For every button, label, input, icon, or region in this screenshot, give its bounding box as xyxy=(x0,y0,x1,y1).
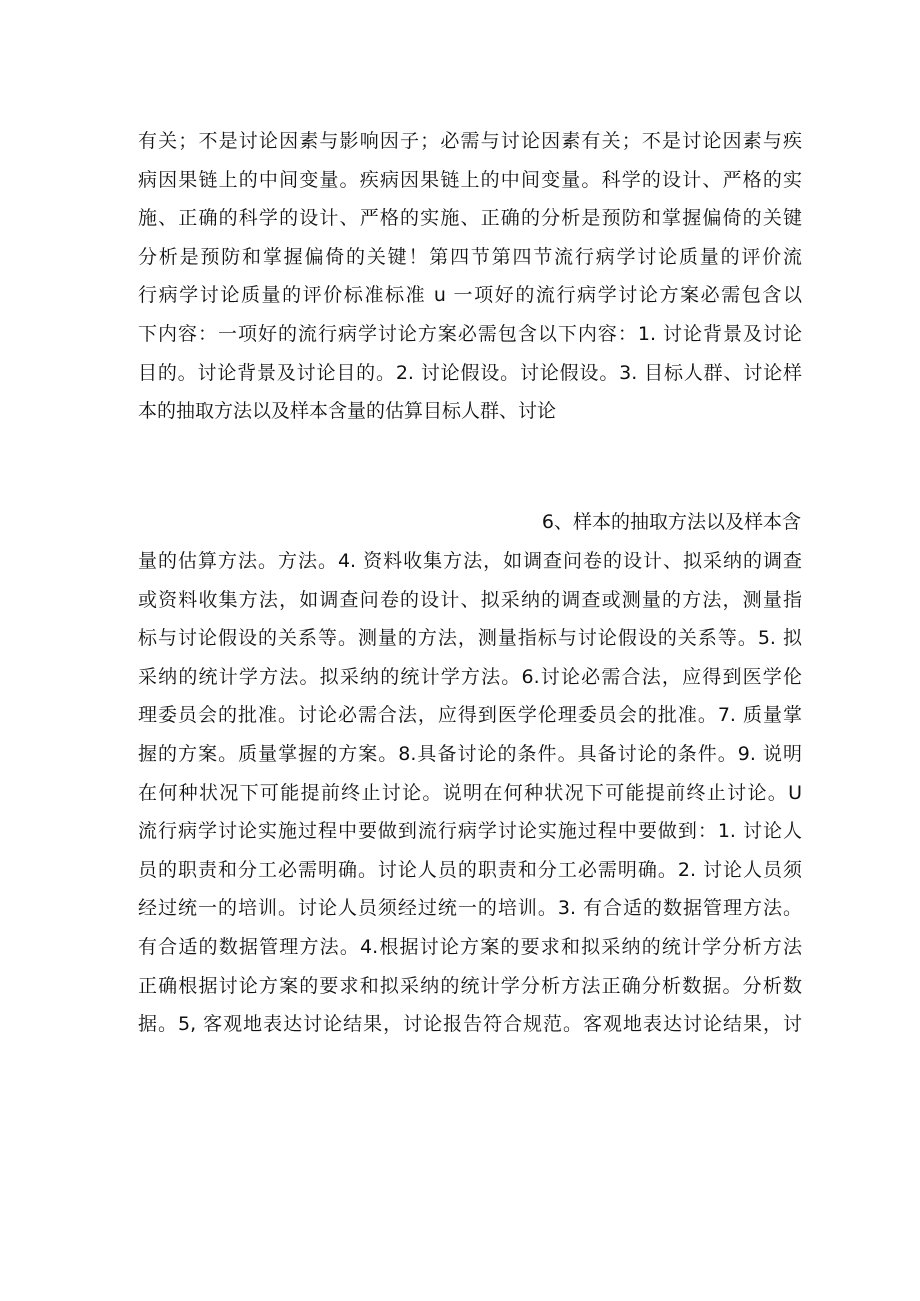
right-aligned-line-block xyxy=(138,503,802,542)
text-line: 或资料收集方法，如调查问卷的设计、拟采纳的调查或测量的方法，测量指 xyxy=(138,588,802,611)
text-line: 病因果链上的中间变量。疾病因果链上的中间变量。科学的设计、严格的实 xyxy=(138,168,802,191)
text-line: 有合适的数据管理方法。4.根据讨论方案的要求和拟采纳的统计学分析方法 xyxy=(138,935,802,958)
text-line: 分析是预防和掌握偏倚的关键！第四节第四节流行病学讨论质量的评价流 xyxy=(138,245,802,268)
text-line: 目的。讨论背景及讨论目的。2. 讨论假设。讨论假设。3. 目标人群、讨论样 xyxy=(138,361,802,384)
text-line: 施、正确的科学的设计、严格的实施、正确的分析是预防和掌握偏倚的关键 xyxy=(138,207,802,230)
text-line: 有关；不是讨论因素与影响因子；必需与讨论因素有关；不是讨论因素与疾 xyxy=(138,130,802,152)
text-line: 采纳的统计学方法。拟采纳的统计学方法。6.讨论必需合法，应得到医学伦 xyxy=(138,665,802,688)
text-line: 标与讨论假设的关系等。测量的方法，测量指标与讨论假设的关系等。5. 拟 xyxy=(138,627,802,650)
text-line: 流行病学讨论实施过程中要做到流行病学讨论实施过程中要做到：1. 讨论人 xyxy=(138,820,802,843)
text-line: 理委员会的批准。讨论必需合法，应得到医学伦理委员会的批准。7. 质量掌 xyxy=(138,704,802,727)
text-line: 握的方案。质量掌握的方案。8.具备讨论的条件。具备讨论的条件。9. 说明 xyxy=(138,742,802,765)
text-line: 经过统一的培训。讨论人员须经过统一的培训。3. 有合适的数据管理方法。 xyxy=(138,897,802,920)
text-line: 正确根据讨论方案的要求和拟采纳的统计学分析方法正确分析数据。分析数 xyxy=(138,974,802,997)
text-line: 员的职责和分工必需明确。讨论人员的职责和分工必需明确。2. 讨论人员须 xyxy=(138,858,802,881)
text-line: 行病学讨论质量的评价标准标准 u 一项好的流行病学讨论方案必需包含以 xyxy=(138,284,802,307)
right-aligned-text-line: 6、样本的抽取方法以及样本含 xyxy=(541,511,801,533)
text-line: 据。5, 客观地表达讨论结果，讨论报告符合规范。客观地表达讨论结果，讨 xyxy=(138,1013,802,1036)
text-line: 本的抽取方法以及样本含量的估算目标人群、讨论 xyxy=(138,400,557,423)
text-line: 在何种状况下可能提前终止讨论。说明在何种状况下可能提前终止讨论。U xyxy=(138,781,802,804)
paragraph-block-2 xyxy=(138,542,802,1044)
text-line: 下内容：一项好的流行病学讨论方案必需包含以下内容：1. 讨论背景及讨论 xyxy=(138,322,802,345)
text-line: 量的估算方法。方法。4. 资料收集方法，如调查问卷的设计、拟采纳的调查 xyxy=(138,550,802,572)
paragraph-block-1 xyxy=(138,122,802,431)
